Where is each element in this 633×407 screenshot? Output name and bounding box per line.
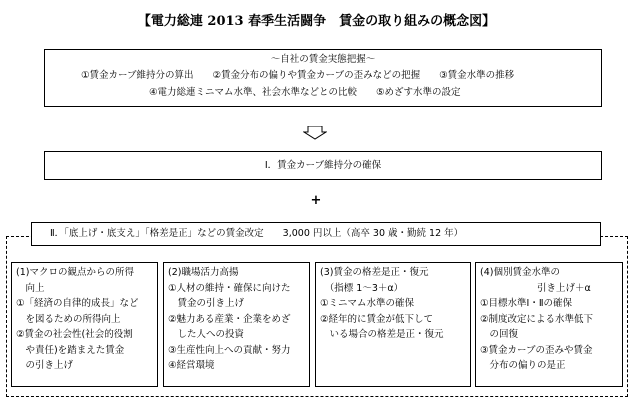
page-title: 【電力総連 2013 春季生活闘争 賃金の取り組みの概念図】 [137, 14, 496, 29]
wage-survey-line-2: ④電力総連ミニマム水準、社会水準などとの比較 ⑤めざす水準の設定 [149, 87, 461, 98]
column-line: ④経営環境 [168, 360, 215, 371]
wage-survey-box [44, 49, 602, 107]
plus-sign: + [310, 193, 322, 208]
column-line: 賃金の引き上げ [168, 298, 245, 309]
column-line: ②経年的に賃金が低下して [320, 313, 434, 325]
wage-survey-line-1: ①賃金カーブ維持分の算出 ②賃金分布の偏りや賃金カーブの歪みなどの把握 ③賃金水準の推移 [81, 70, 515, 81]
column-line: (4)個別賃金水準の [480, 267, 560, 278]
column-line: (1)マクロの観点からの所得 [16, 267, 134, 278]
column-line: を図るための所得向上 [16, 313, 121, 325]
down-arrow-icon [303, 126, 327, 140]
column-line: ①ミニマム水準の確保 [320, 298, 415, 309]
column-line: や責任)を踏まえた賃金 [16, 344, 125, 356]
wage-survey-heading: ～自社の賃金実態把握～ [270, 54, 376, 65]
column-line: ①目標水準Ⅰ・Ⅱの確保 [480, 298, 572, 309]
column-line: の回復 [480, 329, 519, 340]
wage-revision-box: Ⅱ．「底上げ・底支え」「格差是正」などの賃金改定 3,000 円以上（高卒 30 歳・勤続 12 年） [31, 222, 601, 246]
column-line: ①「経済の自律的成長」など [16, 298, 139, 309]
column-line: （指標 1～3＋α） [320, 282, 404, 294]
wage-gap-column [315, 262, 471, 387]
wage-curve-box: Ⅰ．賃金カーブ維持分の確保 [44, 151, 602, 180]
column-line: ②賃金の社会性(社会的役割 [16, 329, 133, 340]
workplace-vitality-column [163, 262, 310, 387]
column-line: いる場合の格差是正・復元 [320, 329, 444, 340]
column-line: した人への投資 [168, 329, 245, 340]
column-line: ②魅力ある産業・企業をめざ [168, 313, 291, 325]
column-line: 分布の偏りの是正 [480, 360, 566, 371]
column-line: (2)職場活力高揚 [168, 267, 239, 278]
individual-wage-column [475, 262, 623, 387]
column-line: ③賃金カーブの歪みや賃金 [480, 344, 593, 356]
column-line: (3)賃金の格差是正・復元 [320, 267, 429, 278]
macro-income-column [11, 262, 158, 387]
column-line: ①人材の維持・確保に向けた [168, 282, 291, 294]
column-line: ②制度改定による水準低下 [480, 313, 594, 325]
column-line: の引き上げ [16, 360, 74, 371]
column-line: ③生産性向上への貢献・努力 [168, 344, 291, 356]
column-line: 引き上げ＋α [480, 282, 591, 294]
column-line: 向上 [16, 282, 45, 294]
